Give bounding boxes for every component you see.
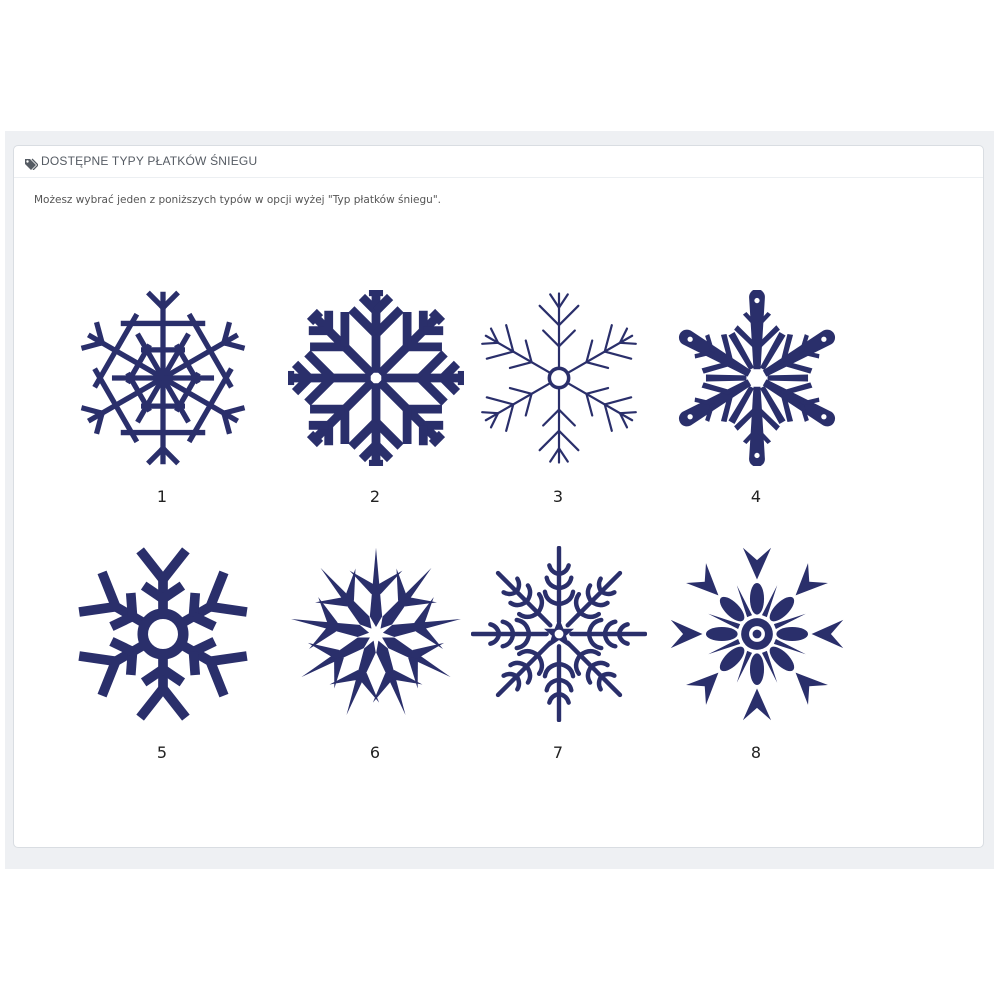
snowflake-number: 7 <box>552 743 564 762</box>
snowflake-number: 4 <box>750 487 762 506</box>
snowflake-type-5-icon[interactable] <box>75 546 251 722</box>
snowflake-number: 2 <box>369 487 381 506</box>
snowflake-type-1-icon[interactable] <box>75 290 251 466</box>
snowflake-type-2-icon[interactable] <box>288 290 464 466</box>
snowflake-type-6-icon[interactable] <box>288 546 464 722</box>
snowflake-type-3-icon[interactable] <box>471 290 647 466</box>
panel-description: Możesz wybrać jeden z poniższych typów w opcji wyżej "Typ płatków śniegu". <box>34 194 441 206</box>
tag-icon <box>24 155 38 174</box>
panel-title: DOSTĘPNE TYPY PŁATKÓW ŚNIEGU <box>41 154 258 168</box>
snowflake-type-7-icon[interactable] <box>471 546 647 722</box>
panel-header <box>14 146 983 178</box>
snowflake-number: 8 <box>750 743 762 762</box>
snowflake-number: 3 <box>552 487 564 506</box>
snowflake-number: 1 <box>156 487 168 506</box>
snowflake-number: 6 <box>369 743 381 762</box>
snowflake-number: 5 <box>156 743 168 762</box>
snowflake-type-8-icon[interactable] <box>669 546 845 722</box>
snowflake-type-4-icon[interactable] <box>669 290 845 466</box>
